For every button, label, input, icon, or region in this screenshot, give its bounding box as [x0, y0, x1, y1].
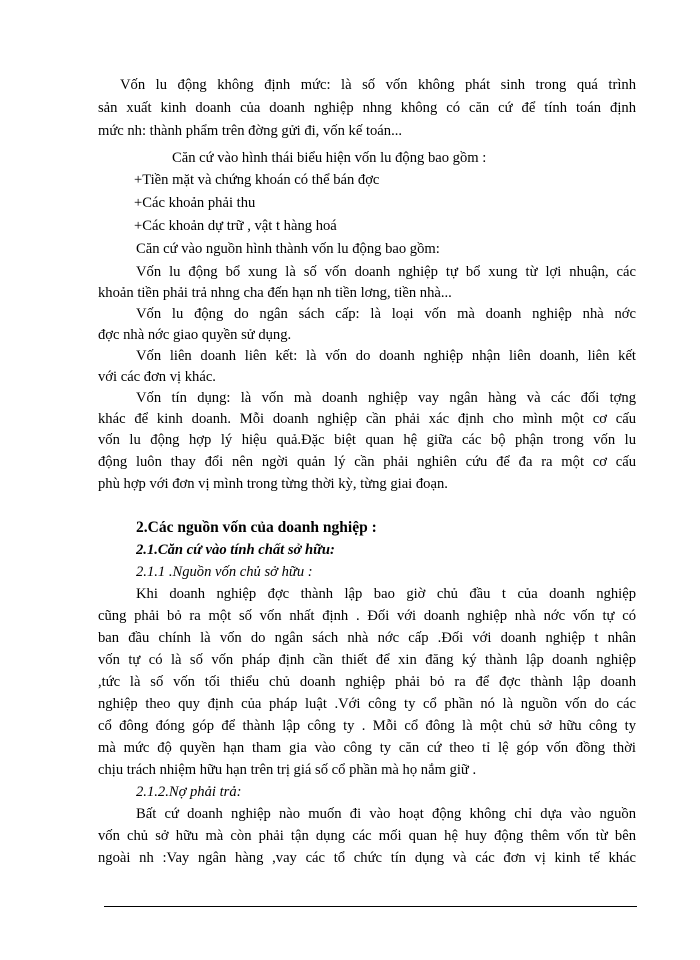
text-line: ngoài nh :Vay ngân hàng ,vay các tổ chức tín dụng và các đơn vị kinh tế khác	[98, 850, 636, 866]
text-line: cũng phải bỏ ra một số vốn nhất định . Đối với doanh nghiệp nhà nớc vốn tự có	[98, 608, 636, 624]
text-line: sản xuất kinh doanh của doanh nghiệp nhng không có căn cứ để tính toán định	[98, 100, 636, 116]
text-line: vốn chủ sở hữu mà còn phải tận dụng các mối quan hệ huy động thêm vốn từ bên	[98, 828, 636, 844]
text-line: Vốn lu động bổ xung là số vốn doanh nghiệp tự bổ xung từ lợi nhuận, các	[136, 264, 636, 280]
text-line: nghiệp theo quy định của pháp luật .Với công ty cổ phần nó là nguồn vốn do các	[98, 696, 636, 712]
text-line: cổ đông đóng góp để thành lập công ty . Mỗi cổ đông là một chủ sở hữu công ty	[98, 718, 636, 734]
text-line: với các đơn vị khác.	[98, 369, 216, 385]
list-item: +Các khoản dự trữ , vật t hàng hoá	[134, 218, 337, 234]
subsubsection-heading: 2.1.1 .Nguồn vốn chủ sở hữu :	[136, 564, 313, 580]
text-line: mức nh: thành phẩm trên đờng gửi đi, vốn kế toán...	[98, 123, 403, 139]
text-line: đợc nhà nớc giao quyền sử dụng.	[98, 327, 292, 343]
text-line: khoản tiền phải trả nhng cha đến hạn nh tiền lơng, tiền nhà...	[98, 285, 452, 301]
text-line: Vốn lu động do ngân sách cấp: là loại vốn mà doanh nghiệp nhà nớc	[136, 306, 636, 322]
section-heading: 2.Các nguồn vốn của doanh nghiệp :	[136, 520, 377, 536]
text-line: Căn cứ vào hình thái biểu hiện vốn lu động bao gồm :	[172, 150, 487, 166]
text-line: Vốn tín dụng: là vốn mà doanh nghiệp vay ngân hàng và các đối tợng	[136, 390, 636, 406]
text-line: Vốn liên doanh liên kết: là vốn do doanh nghiệp nhận liên doanh, liên kết	[136, 348, 636, 364]
text-line: phù hợp với đơn vị mình trong từng thời kỳ, từng giai đoạn.	[98, 476, 448, 492]
text-line: Khi doanh nghiệp đợc thành lập bao giờ chủ đầu t của doanh nghiệp	[136, 586, 636, 602]
text-line: động luôn thay đổi nên ngời quản lý cần phải nghiên cứu để đa ra một cơ cấu	[98, 454, 636, 470]
footer-rule	[104, 906, 637, 907]
text-line: vốn tự có là số vốn pháp định cần thiết để xin đăng ký thành lập doanh nghiệp	[98, 652, 636, 668]
text-line: Bất cứ doanh nghiệp nào muốn đi vào hoạt động không chỉ dựa vào nguồn	[136, 806, 636, 822]
text-line: mà mức độ quyền hạn tham gia vào công ty căn cứ theo tỉ lệ góp vốn đồng thời	[98, 740, 636, 756]
subsubsection-heading: 2.1.2.Nợ phải trả:	[136, 784, 242, 800]
text-line: ,tức là số vốn tối thiểu chủ doanh nghiệp phải bỏ ra để đợc thành lập doanh	[98, 674, 636, 690]
text-line: Vốn lu động không định mức: là số vốn không phát sinh trong quá trình	[120, 77, 636, 93]
text-line: Căn cứ vào nguồn hình thành vốn lu động bao gồm:	[136, 241, 440, 257]
text-line: vốn lu động hợp lý hiệu quả.Đặc biệt quan hệ giữa các bộ phận trong vốn lu	[98, 432, 636, 448]
text-line: chịu trách nhiệm hữu hạn trên trị giá số cổ phần mà họ nắm giữ .	[98, 762, 477, 778]
subsection-heading: 2.1.Căn cứ vào tính chất sở hữu:	[136, 542, 335, 558]
text-line: ban đầu chính là vốn do ngân sách nhà nớc cấp .Đối với doanh nghiệp t nhân	[98, 630, 636, 646]
list-item: +Các khoản phải thu	[134, 195, 256, 211]
text-line: khác để kinh doanh. Mỗi doanh nghiệp cần phải xác định cho mình một cơ cấu	[98, 411, 636, 427]
list-item: +Tiền mặt và chứng khoán có thể bán đợc	[134, 172, 380, 188]
